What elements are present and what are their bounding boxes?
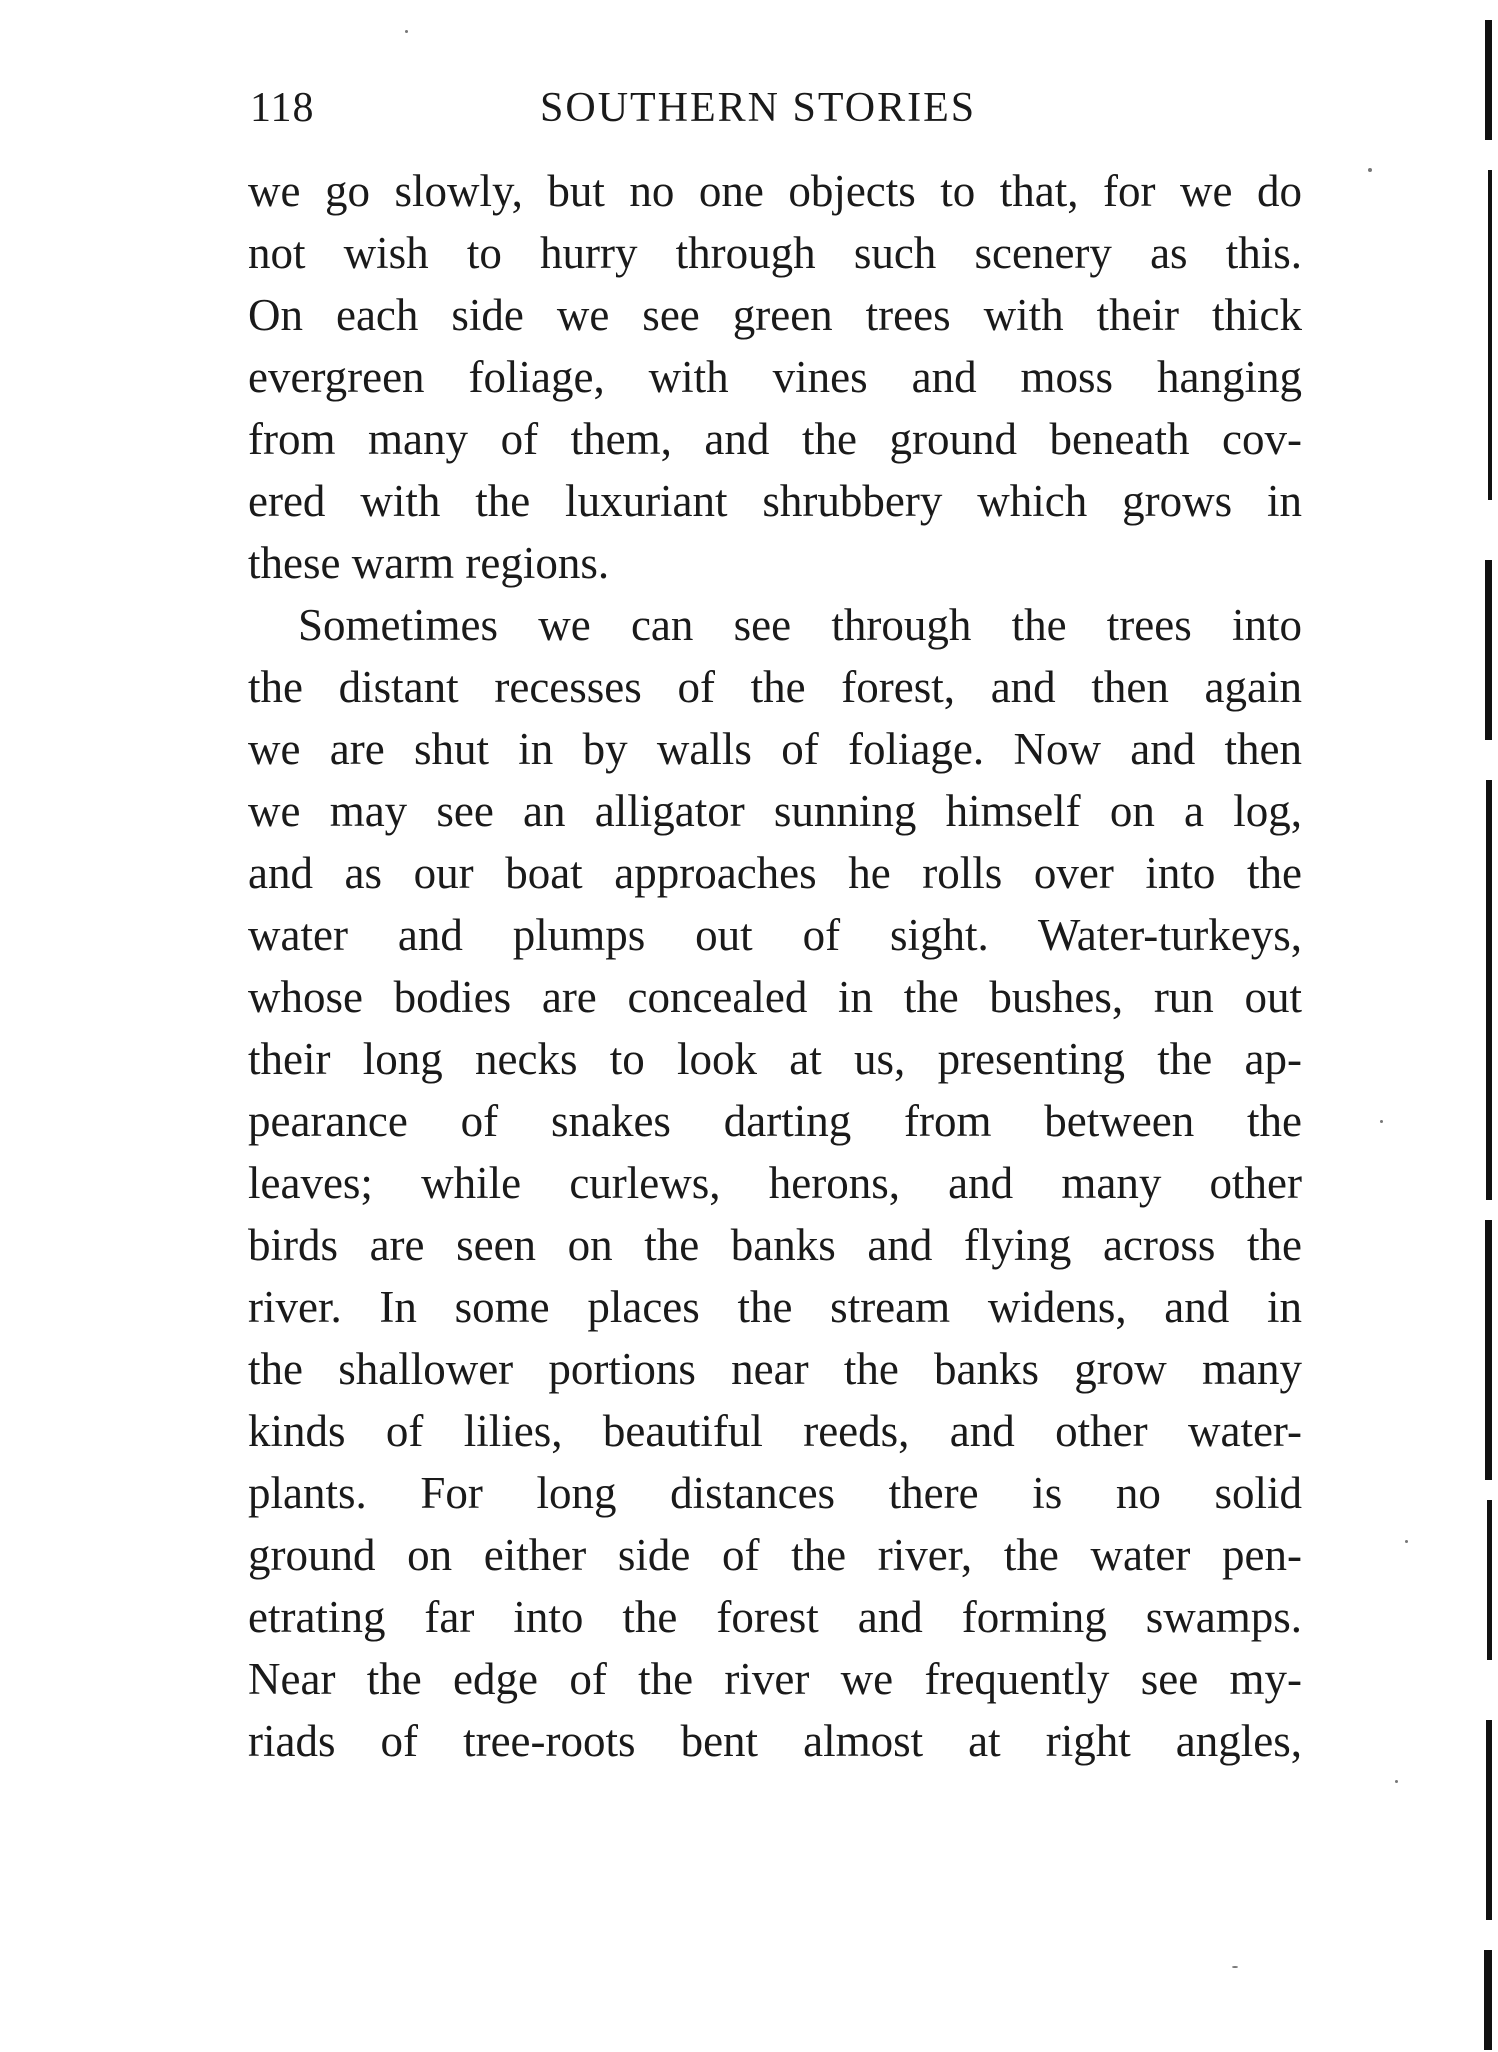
scan-speck [1368,168,1372,172]
page-binding-edge [1478,20,1498,2050]
running-head [250,78,1302,138]
scan-speck [1232,1966,1238,1968]
text-line: ground on either side of the river, the water pen- [248,1530,1302,1580]
text-line: the shallower portions near the banks grow many [248,1344,1302,1394]
text-line: Sometimes we can see through the trees into [298,600,1302,650]
text-line: these warm regions. [248,538,610,588]
scan-speck [1380,1120,1383,1123]
text-line: from many of them, and the ground beneath cov- [248,414,1302,464]
text-line: we are shut in by walls of foliage. Now and then [248,724,1302,774]
scan-speck [405,30,408,33]
text-line: pearance of snakes darting from between the [248,1096,1302,1146]
text-line: whose bodies are concealed in the bushes, run out [248,972,1302,1022]
running-title: SOUTHERN STORIES [540,85,977,131]
text-line: water and plumps out of sight. Water-turkeys, [248,910,1302,960]
text-line: river. In some places the stream widens, and in [248,1282,1302,1332]
text-line: birds are seen on the banks and flying across the [248,1220,1302,1270]
text-line: evergreen foliage, with vines and moss hanging [248,352,1302,402]
text-line: kinds of lilies, beautiful reeds, and other water- [248,1406,1302,1456]
text-line: leaves; while curlews, herons, and many other [248,1158,1302,1208]
body-text [248,160,1302,1772]
text-line: we go slowly, but no one objects to that, for we do [248,166,1302,216]
text-line: On each side we see green trees with their thick [248,290,1302,340]
text-line: plants. For long distances there is no solid [248,1468,1302,1518]
text-line: the distant recesses of the forest, and then again [248,662,1302,712]
text-line: ered with the luxuriant shrubbery which grows in [248,476,1302,526]
page-number: 118 [250,85,315,131]
text-line: Near the edge of the river we frequently see my- [248,1654,1302,1704]
text-line: their long necks to look at us, presenting the ap- [248,1034,1302,1084]
text-line: etrating far into the forest and forming swamps. [248,1592,1302,1642]
text-line: riads of tree-roots bent almost at right angles, [248,1716,1302,1766]
text-line: we may see an alligator sunning himself on a log, [248,786,1302,836]
scan-speck [1405,1540,1408,1543]
text-line: not wish to hurry through such scenery as this. [248,228,1302,278]
text-line: and as our boat approaches he rolls over into the [248,848,1302,898]
scan-speck [1395,1780,1398,1783]
